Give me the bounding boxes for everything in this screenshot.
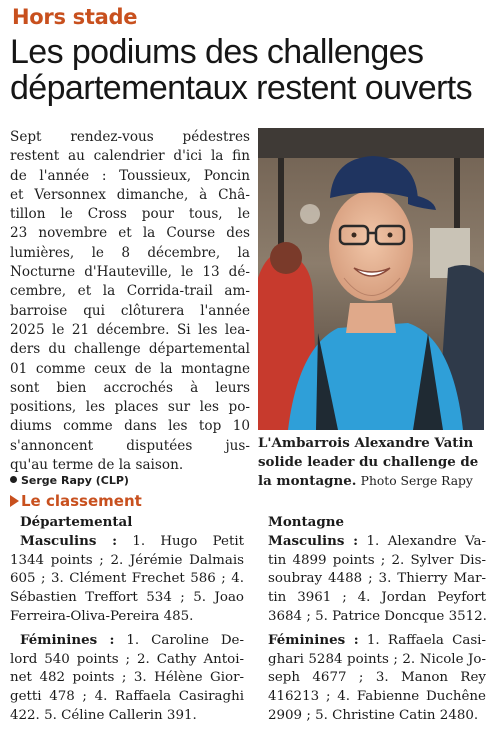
section-kicker: Hors stade (12, 5, 138, 29)
article-body (10, 128, 250, 475)
article-headline (10, 34, 490, 106)
ranking-line: 3684 ; 5. Patrice Doncque 3512. (268, 608, 487, 624)
ranking-text: 1. Alexandre Va- (366, 533, 486, 549)
ranking-text: 1. Raffaela Casi- (366, 632, 486, 648)
category-label: Féminines : (20, 631, 115, 648)
ranking-line (268, 532, 486, 552)
body-line: s'annoncent disputées jus- (10, 437, 250, 454)
ranking-line: 416213 ; 4. Fabienne Duchêne (268, 689, 486, 705)
category-label: Masculins : (20, 532, 118, 549)
body-line: 2025 le 21 décembre. Si les lea- (10, 321, 250, 338)
body-line: Nocturne d'Hauteville, le 13 dé- (10, 264, 250, 281)
body-line: de l'année : Toussieux, Poncin (10, 167, 250, 184)
photo-credit: Photo Serge Rapy (360, 474, 473, 488)
ranking-text: 1. Hugo Petit (132, 533, 244, 549)
body-line: qu'au terme de la saison. (10, 457, 184, 474)
bullet-dot-icon (10, 476, 17, 483)
body-line: diums comme dans les top 10 (10, 418, 250, 435)
ranking-line: 422. 5. Céline Callerin 391. (10, 707, 197, 723)
runner-photo-illustration (258, 128, 484, 430)
body-line: ders du challenge départemental (10, 341, 250, 358)
photo-caption (258, 434, 490, 491)
ranking-line: Sébastien Treffort 534 ; 5. Joao (10, 590, 244, 606)
rankings-heading-label: Le classement (21, 492, 142, 510)
body-line: Sept rendez-vous pédestres (10, 129, 250, 145)
ranking-line: 2909 ; 5. Christine Catin 2480. (268, 707, 479, 723)
ranking-line (10, 631, 244, 651)
body-line: et Versonnex dimanche, à Châ- (10, 186, 250, 203)
category-label: Féminines : (268, 631, 359, 648)
body-line: barroise qui clôturera l'année (10, 302, 250, 319)
rankings-montagne (268, 513, 486, 726)
ranking-line: Ferreira-Oliva-Pereira 485. (10, 608, 194, 624)
caption-text: L'Ambarrois Alexandre Vatin solide leader du challenge de la montagne. (258, 435, 479, 489)
body-line: sont bien accrochés à leurs (10, 379, 250, 396)
body-line: 23 novembre et la Course des (10, 225, 250, 242)
ranking-line: seph 4677 ; 3. Manon Rey (268, 670, 486, 686)
rankings-heading (10, 492, 142, 510)
triangle-right-icon (10, 495, 19, 507)
ranking-line: tin 3961 ; 4. Jordan Peyfort (268, 590, 486, 606)
body-line: cembre, et la Corrida-trail am- (10, 283, 250, 300)
ranking-line: net 482 points ; 3. Hélène Gior- (10, 670, 244, 686)
ranking-line: 1344 points ; 2. Jérémie Dalmais (10, 552, 244, 568)
ranking-line (10, 532, 244, 552)
category-label: Masculins : (268, 532, 359, 549)
body-line: restent au calendrier d'ici la fin (10, 148, 250, 165)
rankings-departemental (10, 513, 244, 726)
body-line: tillon le Cross pour tous, le (10, 206, 250, 223)
ranking-line (268, 631, 486, 651)
ranking-line: getti 478 ; 4. Raffaela Casiraghi (10, 689, 244, 705)
article-photo (258, 128, 484, 430)
ranking-line: lord 540 points ; 2. Cathy Antoi- (10, 651, 244, 667)
byline (10, 474, 129, 487)
byline-author: Serge Rapy (CLP) (21, 474, 129, 487)
body-line: 01 comme ceux de la montagne (10, 360, 250, 377)
headline-line: départementaux restent ouverts (10, 69, 473, 107)
ranking-line: tin 4899 points ; 2. Sylver Dis- (268, 552, 486, 568)
ranking-subhead: Montagne (268, 514, 344, 530)
ranking-line: ghari 5284 points ; 2. Nicole Jo- (268, 651, 486, 667)
ranking-text: 1. Caroline De- (126, 632, 245, 648)
body-line: positions, les places sur les po- (10, 399, 250, 416)
ranking-line: 605 ; 3. Clément Frechet 586 ; 4. (10, 571, 244, 587)
ranking-subhead: Départemental (20, 514, 133, 530)
body-line: lumières, le 8 décembre, la (10, 244, 250, 261)
headline-line: Les podiums des challenges (10, 33, 424, 71)
ranking-line: soubray 4488 ; 3. Thierry Mar- (268, 571, 486, 587)
